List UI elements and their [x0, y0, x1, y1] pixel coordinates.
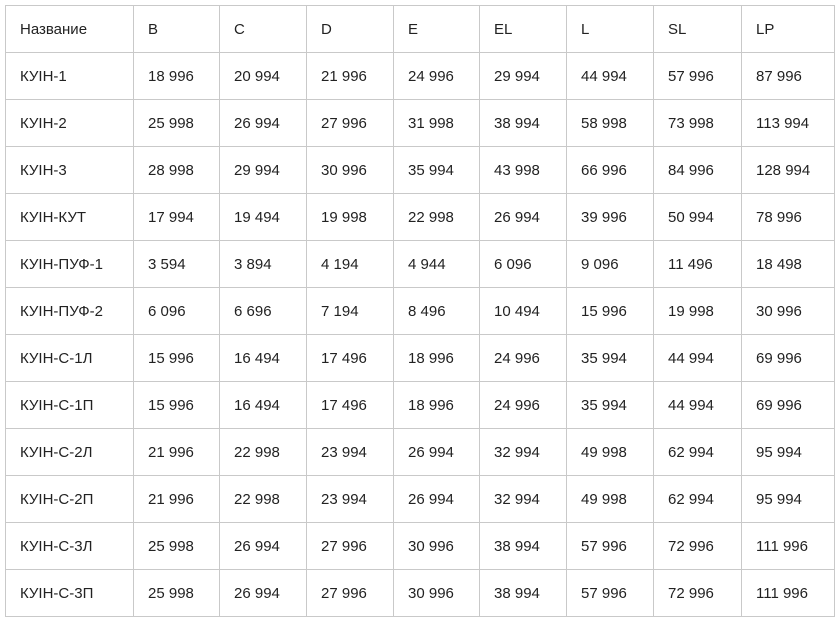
cell-c: 22 998	[220, 476, 307, 523]
cell-name: КУІН-С-2П	[6, 476, 134, 523]
cell-sl: 57 996	[654, 53, 742, 100]
cell-sl: 73 998	[654, 100, 742, 147]
cell-lp: 111 996	[742, 523, 835, 570]
cell-l: 58 998	[567, 100, 654, 147]
cell-e: 22 998	[394, 194, 480, 241]
cell-c: 3 894	[220, 241, 307, 288]
cell-b: 21 996	[134, 476, 220, 523]
cell-e: 18 996	[394, 382, 480, 429]
cell-name: КУІН-С-1П	[6, 382, 134, 429]
cell-el: 29 994	[480, 53, 567, 100]
cell-e: 8 496	[394, 288, 480, 335]
cell-l: 44 994	[567, 53, 654, 100]
table-row	[6, 194, 835, 241]
table-header	[6, 6, 835, 53]
table-row	[6, 335, 835, 382]
table-row	[6, 382, 835, 429]
cell-el: 10 494	[480, 288, 567, 335]
cell-name: КУІН-С-3Л	[6, 523, 134, 570]
table-row	[6, 53, 835, 100]
cell-l: 9 096	[567, 241, 654, 288]
cell-lp: 69 996	[742, 335, 835, 382]
table-row	[6, 241, 835, 288]
cell-e: 4 944	[394, 241, 480, 288]
cell-name: КУІН-1	[6, 53, 134, 100]
cell-sl: 11 496	[654, 241, 742, 288]
cell-d: 23 994	[307, 429, 394, 476]
cell-c: 26 994	[220, 100, 307, 147]
cell-el: 38 994	[480, 570, 567, 617]
cell-lp: 18 498	[742, 241, 835, 288]
column-header-lp: LP	[742, 6, 835, 53]
cell-name: КУІН-КУТ	[6, 194, 134, 241]
cell-e: 30 996	[394, 523, 480, 570]
cell-b: 18 996	[134, 53, 220, 100]
cell-lp: 95 994	[742, 429, 835, 476]
cell-c: 20 994	[220, 53, 307, 100]
cell-sl: 84 996	[654, 147, 742, 194]
table-row	[6, 288, 835, 335]
cell-e: 31 998	[394, 100, 480, 147]
cell-d: 17 496	[307, 335, 394, 382]
cell-el: 24 996	[480, 335, 567, 382]
cell-b: 6 096	[134, 288, 220, 335]
table-row	[6, 429, 835, 476]
cell-el: 38 994	[480, 100, 567, 147]
cell-b: 3 594	[134, 241, 220, 288]
cell-name: КУІН-С-2Л	[6, 429, 134, 476]
cell-b: 25 998	[134, 100, 220, 147]
cell-el: 32 994	[480, 429, 567, 476]
cell-e: 24 996	[394, 53, 480, 100]
cell-l: 57 996	[567, 570, 654, 617]
table-row	[6, 100, 835, 147]
cell-name: КУІН-ПУФ-1	[6, 241, 134, 288]
cell-d: 30 996	[307, 147, 394, 194]
cell-name: КУІН-2	[6, 100, 134, 147]
cell-d: 27 996	[307, 570, 394, 617]
cell-el: 26 994	[480, 194, 567, 241]
cell-name: КУІН-С-1Л	[6, 335, 134, 382]
cell-d: 19 998	[307, 194, 394, 241]
column-header-e: E	[394, 6, 480, 53]
cell-e: 26 994	[394, 476, 480, 523]
cell-name: КУІН-С-3П	[6, 570, 134, 617]
cell-c: 19 494	[220, 194, 307, 241]
cell-c: 16 494	[220, 335, 307, 382]
cell-sl: 44 994	[654, 335, 742, 382]
cell-b: 21 996	[134, 429, 220, 476]
cell-d: 27 996	[307, 100, 394, 147]
table-row	[6, 570, 835, 617]
cell-el: 6 096	[480, 241, 567, 288]
table-row	[6, 523, 835, 570]
cell-sl: 44 994	[654, 382, 742, 429]
cell-l: 35 994	[567, 335, 654, 382]
cell-b: 25 998	[134, 570, 220, 617]
cell-lp: 30 996	[742, 288, 835, 335]
cell-sl: 62 994	[654, 476, 742, 523]
cell-c: 16 494	[220, 382, 307, 429]
cell-c: 26 994	[220, 570, 307, 617]
price-table-container	[5, 5, 835, 617]
cell-el: 32 994	[480, 476, 567, 523]
cell-lp: 111 996	[742, 570, 835, 617]
cell-d: 27 996	[307, 523, 394, 570]
cell-sl: 50 994	[654, 194, 742, 241]
cell-lp: 95 994	[742, 476, 835, 523]
column-header-d: D	[307, 6, 394, 53]
cell-b: 15 996	[134, 382, 220, 429]
cell-lp: 78 996	[742, 194, 835, 241]
cell-el: 24 996	[480, 382, 567, 429]
cell-c: 6 696	[220, 288, 307, 335]
cell-name: КУІН-3	[6, 147, 134, 194]
cell-l: 39 996	[567, 194, 654, 241]
column-header-name: Название	[6, 6, 134, 53]
table-body	[6, 53, 835, 617]
cell-d: 4 194	[307, 241, 394, 288]
column-header-b: B	[134, 6, 220, 53]
cell-e: 26 994	[394, 429, 480, 476]
cell-d: 7 194	[307, 288, 394, 335]
cell-el: 38 994	[480, 523, 567, 570]
cell-d: 23 994	[307, 476, 394, 523]
header-row	[6, 6, 835, 53]
price-table	[5, 5, 835, 617]
cell-l: 35 994	[567, 382, 654, 429]
cell-sl: 72 996	[654, 523, 742, 570]
cell-e: 18 996	[394, 335, 480, 382]
column-header-sl: SL	[654, 6, 742, 53]
cell-l: 49 998	[567, 429, 654, 476]
cell-sl: 72 996	[654, 570, 742, 617]
cell-c: 26 994	[220, 523, 307, 570]
cell-sl: 19 998	[654, 288, 742, 335]
cell-l: 15 996	[567, 288, 654, 335]
cell-b: 28 998	[134, 147, 220, 194]
cell-d: 21 996	[307, 53, 394, 100]
cell-b: 17 994	[134, 194, 220, 241]
cell-l: 57 996	[567, 523, 654, 570]
cell-c: 29 994	[220, 147, 307, 194]
cell-l: 49 998	[567, 476, 654, 523]
cell-lp: 69 996	[742, 382, 835, 429]
cell-sl: 62 994	[654, 429, 742, 476]
column-header-l: L	[567, 6, 654, 53]
cell-b: 15 996	[134, 335, 220, 382]
cell-lp: 128 994	[742, 147, 835, 194]
table-row	[6, 476, 835, 523]
cell-d: 17 496	[307, 382, 394, 429]
cell-name: КУІН-ПУФ-2	[6, 288, 134, 335]
cell-e: 30 996	[394, 570, 480, 617]
cell-l: 66 996	[567, 147, 654, 194]
cell-b: 25 998	[134, 523, 220, 570]
cell-lp: 87 996	[742, 53, 835, 100]
cell-lp: 113 994	[742, 100, 835, 147]
cell-el: 43 998	[480, 147, 567, 194]
cell-e: 35 994	[394, 147, 480, 194]
column-header-c: C	[220, 6, 307, 53]
cell-c: 22 998	[220, 429, 307, 476]
table-row	[6, 147, 835, 194]
column-header-el: EL	[480, 6, 567, 53]
